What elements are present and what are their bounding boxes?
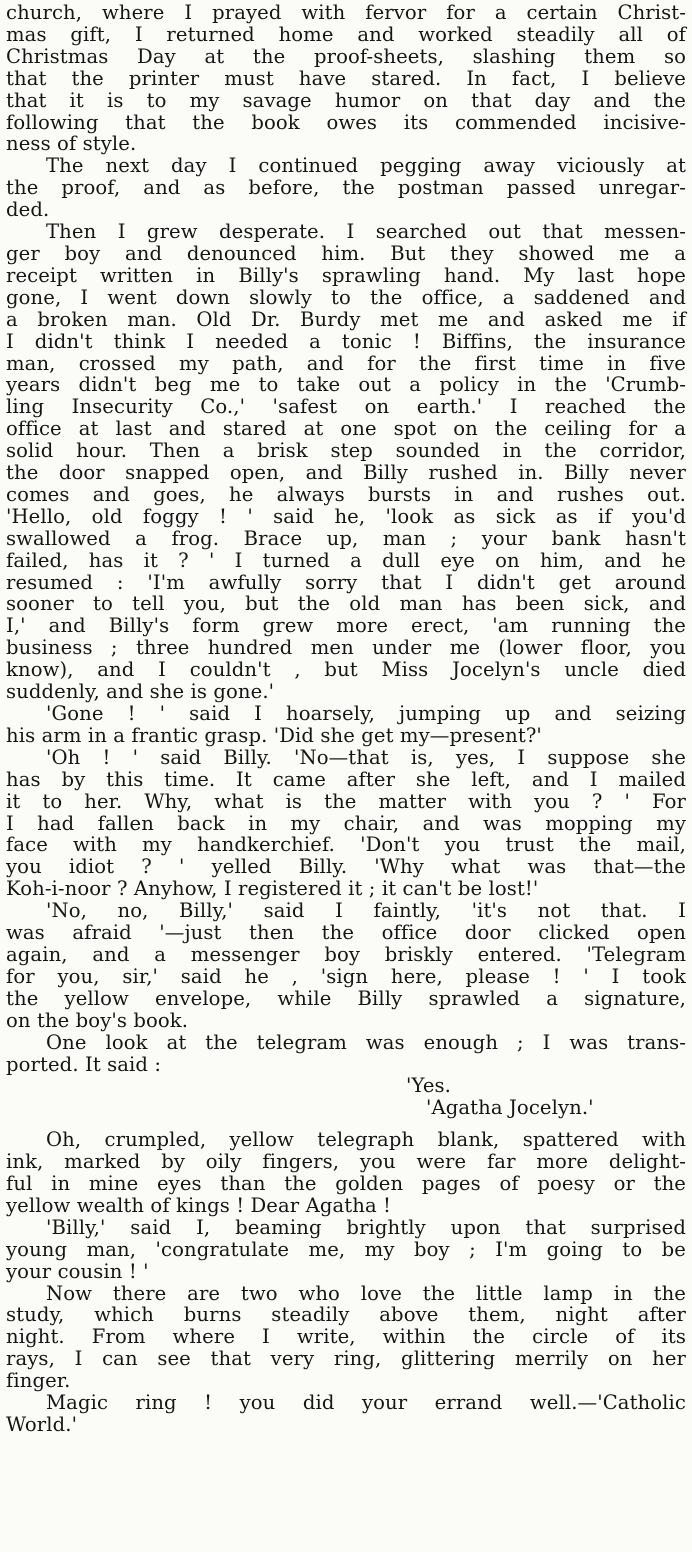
text-line: 'Hello, old foggy ! ' said he, 'look as sick as if you'd (6, 504, 686, 528)
text-line: know), and I couldn't , but Miss Jocelyn's uncle died (6, 658, 686, 682)
telegram-signature: 'Agatha Jocelyn.' (426, 1096, 594, 1120)
text-line: night. From where I write, within the circle of its (6, 1325, 686, 1349)
text-line: on the boy's book. (6, 1008, 189, 1032)
text-line: swallowed a frog. Brace up, man ; your bank hasn't (6, 526, 686, 550)
text-line: gone, I went down slowly to the office, a saddened and (6, 285, 686, 309)
text-line: World.' (6, 1413, 78, 1436)
text-line: ported. It said : (6, 1052, 162, 1076)
text-line: ink, marked by oily fingers, you were far more delight- (6, 1150, 686, 1174)
text-line: ful in mine eyes than the golden pages of poesy or the (6, 1172, 686, 1196)
text-line: ded. (6, 198, 50, 222)
text-line: again, and a messenger boy briskly entered. 'Telegram (6, 942, 686, 966)
text-line: years didn't beg me to take out a policy in the 'Crumb- (6, 373, 686, 397)
text-line: your cousin ! ' (6, 1259, 149, 1283)
text-line: ger boy and denounced him. But they showed me a (6, 241, 686, 265)
text-line: the yellow envelope, while Billy sprawled a signature, (6, 986, 686, 1010)
text-line: I had fallen back in my chair, and was mopping my (6, 811, 686, 835)
paragraph-8 (6, 1129, 686, 1217)
text-line: business ; three hundred men under me (lower floor, you (6, 636, 686, 660)
text-line: mas gift, I returned home and worked steadily all of (6, 22, 686, 46)
text-line: suddenly, and she is gone.' (6, 680, 275, 704)
text-line: comes and goes, he always bursts in and rushes out. (6, 482, 686, 506)
text-line: finger. (6, 1369, 71, 1393)
text-line: that it is to my savage humor on that day and the (6, 88, 686, 112)
text-line: rays, I can see that very ring, glittering merrily on her (6, 1347, 686, 1371)
text-line: resumed : 'I'm awfully sorry that I didn't get around (6, 570, 686, 594)
text-line: study, which burns steadily above them, night after (6, 1303, 686, 1327)
text-line: 'No, no, Billy,' said I faintly, 'it's not that. I (46, 899, 686, 923)
text-line: it to her. Why, what is the matter with you ? ' For (6, 789, 686, 813)
text-line: the proof, and as before, the postman passed unregar- (6, 176, 686, 200)
text-line: ness of style. (6, 132, 137, 156)
text-line: One look at the telegram was enough ; I was trans- (46, 1030, 686, 1054)
text-line: office at last and stared at one spot on the ceiling for a (6, 417, 686, 441)
text-line: 'Billy,' said I, beaming brightly upon that surprised (46, 1215, 686, 1239)
paragraph-5 (6, 747, 686, 900)
paragraph-1 (6, 2, 686, 155)
paragraph-7 (6, 1032, 686, 1076)
text-line: that the printer must have stared. In fact, I believe (6, 66, 686, 90)
text-line: Now there are two who love the little lamp in the (46, 1281, 686, 1305)
text-line: failed, has it ? ' I turned a dull eye on him, and he (6, 548, 686, 572)
text-line: man, crossed my path, and for the first time in five (6, 351, 686, 375)
text-line: Oh, crumpled, yellow telegraph blank, spattered with (46, 1128, 686, 1152)
text-line: 'Gone ! ' said I hoarsely, jumping up and seizing (46, 702, 686, 725)
text-line: church, where I prayed with fervor for a certain Christ- (6, 1, 686, 24)
text-line: Magic ring ! you did your errand well.—'Catholic (46, 1391, 686, 1415)
paragraph-11 (6, 1392, 686, 1436)
text-line: young man, 'congratulate me, my boy ; I'm going to be (6, 1237, 686, 1261)
text-line: Koh-i-noor ? Anyhow, I registered it ; it can't be lost!' (6, 877, 539, 901)
text-line: Christmas Day at the proof-sheets, slashing them so (6, 44, 686, 68)
text-line: 'Oh ! ' said Billy. 'No—that is, yes, I suppose she (46, 745, 686, 769)
text-line: receipt written in Billy's sprawling hand. My last hope (6, 263, 686, 287)
text-line: for you, sir,' said he , 'sign here, please ! ' I took (6, 964, 686, 988)
text-line: I didn't think I needed a tonic ! Biffins, the insurance (6, 329, 686, 353)
paragraph-2 (6, 155, 686, 221)
text-line: I,' and Billy's form grew more erect, 'am running the (6, 614, 686, 638)
text-line: the door snapped open, and Billy rushed in. Billy never (6, 461, 686, 485)
paragraph-9 (6, 1217, 686, 1283)
paragraph-10 (6, 1283, 686, 1393)
text-line: following that the book owes its commended incisive- (6, 110, 686, 134)
text-line: The next day I continued pegging away viciously at (46, 154, 686, 178)
text-line: Then I grew desperate. I searched out that messen- (46, 220, 686, 244)
text-line: solid hour. Then a brisk step sounded in the corridor, (6, 439, 686, 463)
text-line: sooner to tell you, but the old man has been sick, and (6, 592, 686, 616)
text-line: ling Insecurity Co.,' 'safest on earth.' I reached the (6, 395, 686, 419)
paragraph-4 (6, 703, 686, 747)
telegram-quote (6, 1075, 686, 1119)
text-line: was afraid '—just then the office door clicked open (6, 921, 686, 945)
telegram-line-yes: 'Yes. (406, 1074, 451, 1098)
paragraph-3 (6, 221, 686, 703)
text-line: has by this time. It came after she left, and I mailed (6, 767, 686, 791)
text-line: a broken man. Old Dr. Burdy met me and asked me if (6, 307, 686, 331)
text-line: yellow wealth of kings ! Dear Agatha ! (6, 1193, 392, 1217)
text-line: face with my handkerchief. 'Don't you trust the mail, (6, 833, 686, 857)
paragraph-6 (6, 900, 686, 1031)
text-line: you idiot ? ' yelled Billy. 'Why what was that—the (6, 855, 686, 879)
text-line: his arm in a frantic grasp. 'Did she get my—present?' (6, 723, 542, 747)
